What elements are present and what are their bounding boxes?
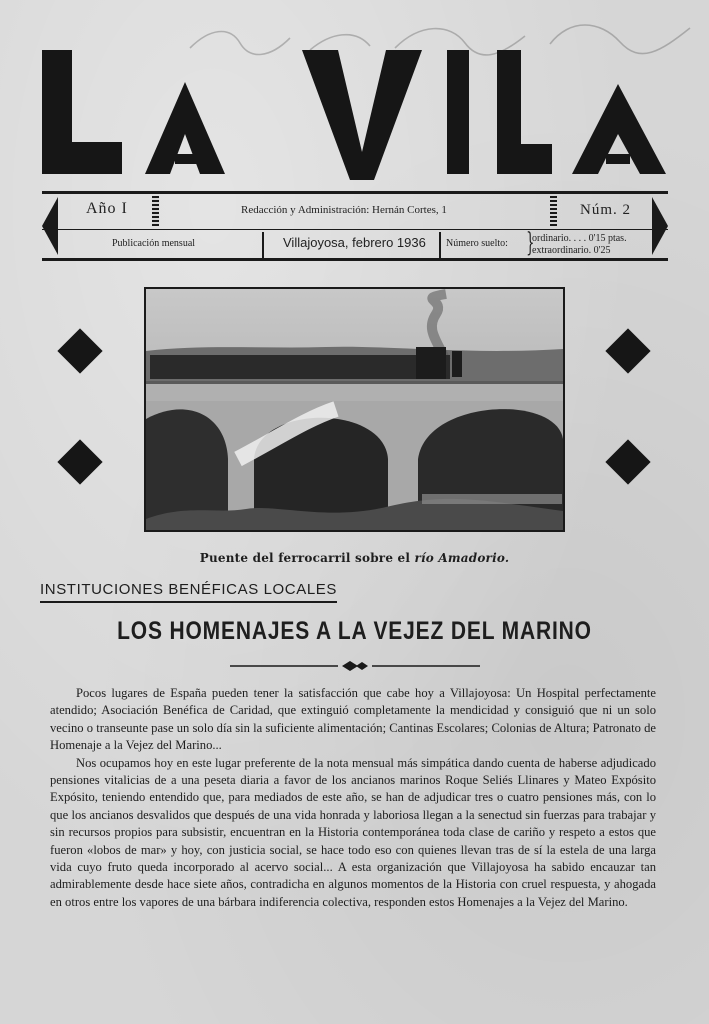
divider-ornament	[230, 660, 480, 672]
masthead-title	[40, 42, 670, 182]
photo-caption-italic: río Amadorio.	[414, 551, 510, 565]
photo-caption-text: Puente del ferrocarril sobre el	[199, 551, 415, 565]
place-and-date: Villajoyosa, febrero 1936	[283, 235, 426, 250]
publication-frequency: Publicación mensual	[112, 238, 196, 249]
header-rule-middle	[42, 229, 668, 230]
hatch-separator	[550, 196, 557, 226]
diamond-ornament	[605, 439, 650, 484]
column-separator	[439, 232, 441, 258]
diamond-ornament	[57, 328, 102, 373]
editorial-address: Redacción y Administración: Hernán Cortes, 1	[241, 204, 447, 216]
column-separator	[262, 232, 264, 258]
price-extraordinary: extraordinario. 0'25	[532, 245, 611, 256]
header-rule-top	[42, 191, 668, 194]
section-heading: INSTITUCIONES BENÉFICAS LOCALES	[40, 581, 337, 603]
price-ordinary: ordinario. . . . 0'15 ptas.	[532, 233, 627, 244]
article-headline: LOS HOMENAJES A LA VEJEZ DEL MARINO	[117, 617, 592, 645]
right-arrow-ornament	[652, 197, 668, 255]
article-paragraph: Nos ocupamos hoy en este lugar preferente de la nota mensual más simpática dando cuenta de haberse adjudicado pensiones vitalicias de a una peseta diaria a favor de los ancianos marinos Roque Seliés Llinares y Mateo Expósito Expósito, teniendo entendido que, para mediados de este año, se han de adjudicar tres o cuatro pensiones más, con lo que los ancianos desvalidos que después de una vida honrada y laboriosa llegan a la senectud sin fuerzas para trabajar y sin recursos propios para subsistir, encuentran en la Historia contemporánea toda clase de cariño y respeto a estos que fueron «lobos de mar» y hoy, con justicia social, se hace todo eso con quienes llevan tras de sí la estela de una larga vida cuyo fruto queda incorporado al acervo social... A esta organización que Villajoyosa ha sabido encauzar tan admirablemente desde hace siete años, contradicha en algunos momentos de la Historia con cruel respuesta, y ahogada en otros entre los vapores de una bárbara indiferencia colectiva, responden estos Homenajes a la Vejez del Marino.	[50, 755, 656, 909]
issue-year: Año I	[86, 200, 128, 217]
left-arrow-ornament	[42, 197, 58, 255]
bridge-photograph	[144, 287, 565, 532]
diamond-ornament	[57, 439, 102, 484]
article-paragraph: Pocos lugares de España pueden tener la satisfacción que cabe hoy a Villajoyosa: Un Hospital perfectamente atendido; Asociación Benéfica de Caridad, que extinguió completamente la mendicidad y consiguió que ni un solo vecino o transeunte pase un solo día sin la suficiente alimentación; Cantinas Escolares; Colonias de Altura; Patronato de Homenaje a la Vejez del Marino...	[50, 686, 656, 753]
diamond-ornament	[605, 328, 650, 373]
article-body	[50, 685, 656, 911]
brace-icon: }	[526, 228, 535, 258]
header-rule-bottom	[42, 258, 668, 261]
issue-number: Núm. 2	[580, 202, 631, 218]
single-copy-label: Número suelto:	[446, 238, 508, 249]
photo-caption	[0, 551, 709, 565]
hatch-separator	[152, 196, 159, 226]
masthead-logo	[40, 42, 670, 182]
